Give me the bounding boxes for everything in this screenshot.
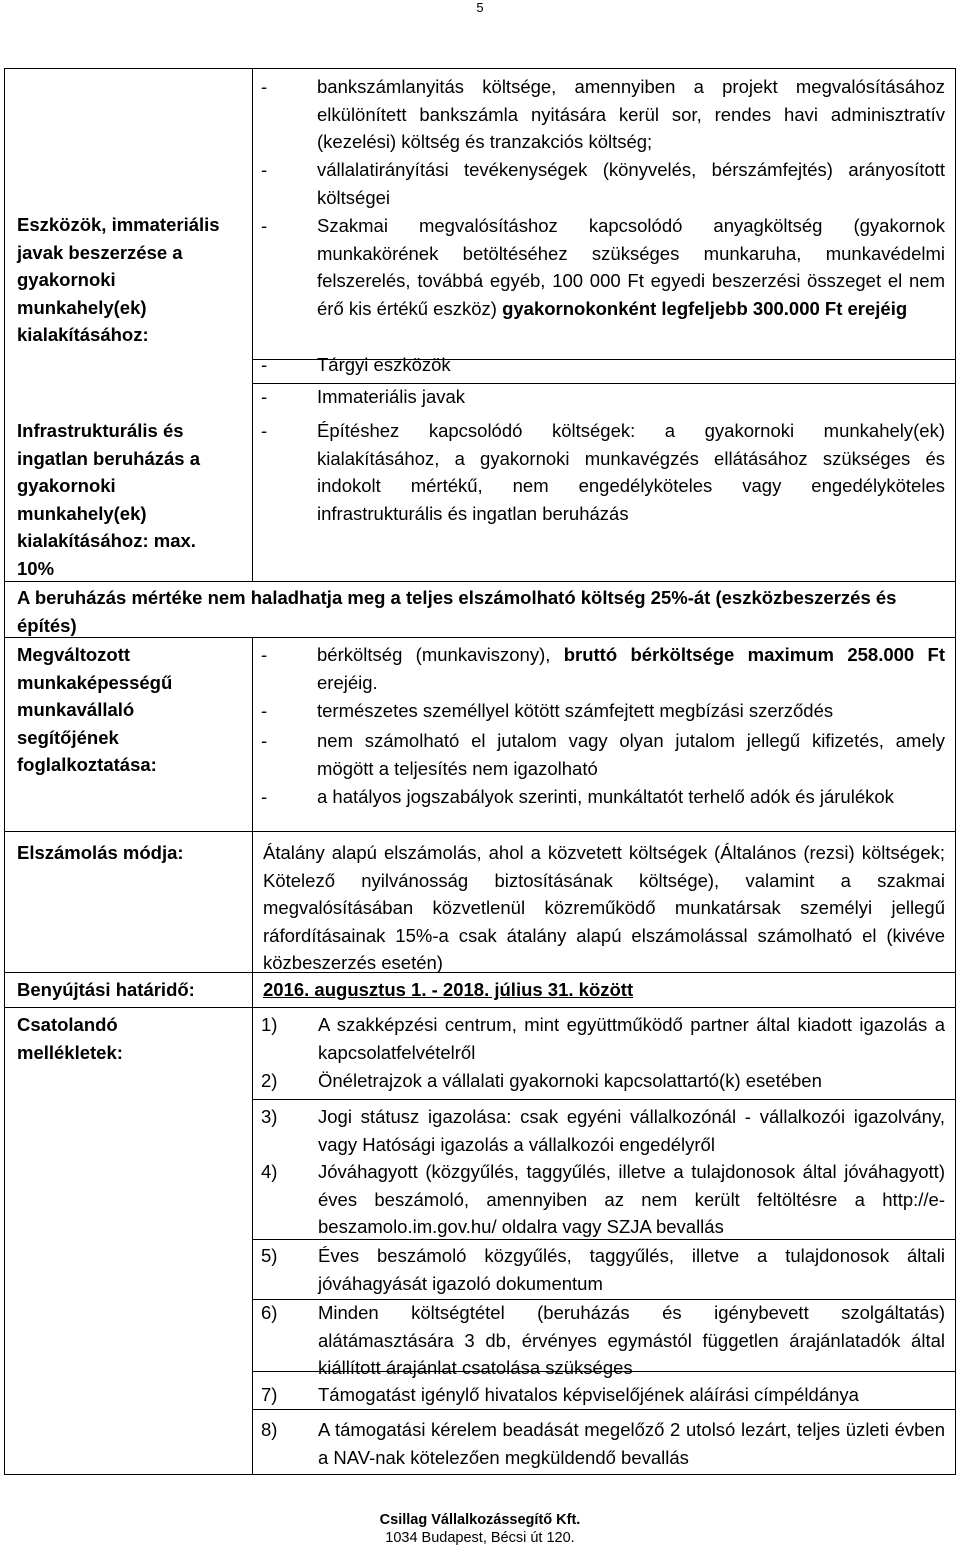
label-line: Megváltozott — [17, 644, 131, 665]
list-item — [261, 697, 945, 725]
row-label-infrastrukturalis — [17, 417, 249, 582]
item-number: 4) — [261, 1161, 278, 1182]
item-text: Tárgyi eszközök — [317, 354, 451, 375]
attachment-item — [261, 1381, 945, 1409]
list-item — [261, 641, 945, 696]
item-text: Éves beszámoló közgyűlés, taggyűlés, illetve a tulajdonosok általi jóváhagyását igazoló dokumentum — [318, 1245, 945, 1294]
item-text-emphasis: gyakornokonként legfeljebb 300.000 Ft erejéig — [502, 297, 908, 319]
label-line: foglalkoztatása: — [17, 754, 157, 775]
list-item — [261, 212, 945, 322]
row-divider — [5, 831, 955, 832]
bullet-dash: - — [261, 354, 268, 375]
label-line: Csatolandó — [17, 1014, 118, 1035]
list-item — [261, 417, 945, 527]
label-line: kialakításához: max. — [17, 530, 196, 551]
item-text-part: erejéig. — [317, 671, 378, 693]
item-text: Építéshez kapcsolódó költségek: a gyakornoki munkahely(ek) kialakításához, a gyakornoki munkavégzés ellátásához szükséges és indokolt mértékű, nem engedélyköteles vagy engedélyköteles infrastrukturális és ingatlan beruházás — [317, 420, 945, 524]
attachment-item — [261, 1299, 945, 1382]
attachment-item — [261, 1011, 945, 1066]
bullet-dash: - — [261, 215, 268, 236]
label-line: munkavállaló — [17, 699, 135, 720]
item-number: 8) — [261, 1419, 278, 1440]
row-label-megvaltozott — [17, 641, 249, 779]
item-text: A támogatási kérelem beadását megelőző 2 utolsó lezárt, teljes üzleti évben a NAV-nak kötelezően megküldendő bevallás — [318, 1419, 945, 1468]
item-text-emphasis: bruttó bérköltsége maximum 258.000 Ft — [563, 644, 946, 665]
label-line: Eszközök, immateriális — [17, 214, 220, 235]
label-line: mellékletek: — [17, 1041, 123, 1063]
elszamolas-text: Átalány alapú elszámolás, ahol a közvetett költségek (Általános (rezsi) költségek; Kötelező nyilvánosság biztosításának költsége), valamint a szakmai megvalósításában közvetlenül közreműködő munkatársak személyi jellegű ráfordításainak 15%-a csak átalány alapú elszámolással számolható el (kivéve közbeszerzés esetén) — [263, 842, 945, 973]
item-text: bankszámlanyitás költsége, amennyiben a projekt megvalósításához elkülönített bankszámla nyitására kerül sor, rendes havi adminisztratív (kezelési) költség és tranzakciós költség; — [317, 76, 945, 152]
bullet-dash: - — [261, 420, 268, 441]
item-text: A szakképzési centrum, mint együttműködő partner által kiadott igazolás a kapcsolatfelvételről — [318, 1014, 945, 1063]
item-text: Jóváhagyott (közgyűlés, taggyűlés, illetve a tulajdonosok által jóváhagyott) éves beszámoló, amennyiben az nem került feltöltésre a http://e-beszamolo.im.gov.hu/ oldalra vagy SZJA bevallás — [318, 1161, 945, 1237]
label-line: javak beszerzése a — [17, 241, 183, 263]
attachment-item — [261, 1067, 945, 1095]
column-divider — [252, 69, 253, 581]
row-divider — [252, 1409, 955, 1410]
label-line: ingatlan beruházás a — [17, 447, 200, 469]
label-line: munkahely(ek) — [17, 502, 147, 524]
list-item — [261, 156, 945, 211]
row-label-benyujtasi: Benyújtási határidő: — [17, 979, 195, 1000]
item-text-part: bérköltség (munkaviszony), — [317, 644, 564, 665]
list-item — [261, 383, 945, 411]
item-text — [317, 212, 945, 322]
attachment-item — [261, 1242, 945, 1297]
item-text: vállalatirányítási tevékenységek (könyvelés, bérszámfejtés) arányosított költségei — [317, 159, 945, 208]
bullet-dash: - — [261, 386, 268, 407]
item-text: nem számolható el jutalom vagy olyan jutalom jellegű kifizetés, amely mögött a teljesítés nem igazolható — [317, 730, 945, 779]
item-number: 2) — [261, 1070, 278, 1091]
item-text-part: Szakmai megvalósításhoz kapcsolódó anyagköltség (gyakornok munkakörének betöltéséhez szükséges munkaruha, munkavédelmi felszerelés, továbbá egyéb, 100 000 Ft egyedi beszerzési összeget el nem érő kis értékű eszköz) — [317, 215, 945, 319]
item-number: 1) — [261, 1014, 278, 1035]
item-number: 6) — [261, 1302, 278, 1323]
column-divider — [252, 637, 253, 1475]
deadline-text: 2016. augusztus 1. - 2018. július 31. között — [263, 979, 634, 1000]
row-label-elszamolas: Elszámolás módja: — [17, 842, 184, 863]
item-text: Önéletrajzok a vállalati gyakornoki kapcsolattartó(k) esetében — [318, 1070, 822, 1091]
item-text: a hatályos jogszabályok szerinti, munkáltatót terhelő adók és járulékok — [317, 786, 894, 807]
item-text: természetes személlyel kötött számfejtett megbízási szerződés — [317, 700, 834, 721]
item-text: Támogatást igénylő hivatalos képviselőjének aláírási címpéldánya — [318, 1384, 859, 1405]
bullet-dash: - — [261, 730, 268, 751]
attachment-item — [261, 1416, 945, 1471]
item-number: 7) — [261, 1384, 278, 1405]
label-line: segítőjének — [17, 726, 119, 748]
label-line: 10% — [17, 557, 55, 579]
item-text: Minden költségtétel (beruházás és igénybevett szolgáltatás) alátámasztására 3 db, érvényes egymástól független árajánlatadók által kiállított árajánlat csatolása szükséges — [318, 1302, 945, 1378]
item-number: 3) — [261, 1106, 278, 1127]
label-line: munkahely(ek) — [17, 296, 147, 318]
list-item — [261, 783, 945, 811]
bullet-dash: - — [261, 786, 268, 807]
row-label-csatolando — [17, 1011, 249, 1066]
item-text — [317, 641, 945, 696]
list-item — [261, 351, 945, 379]
list-item — [261, 727, 945, 782]
label-line: Infrastrukturális és — [17, 420, 184, 441]
label-line: gyakornoki — [17, 269, 116, 290]
footer-company: Csillag Vállalkozássegítő Kft. — [379, 1512, 581, 1528]
footer-address: 1034 Budapest, Bécsi út 120. — [385, 1530, 575, 1546]
item-text: Jogi státusz igazolása: csak egyéni vállalkozónál - vállalkozói igazolvány, vagy Hatósági igazolás a vállalkozói engedélyről — [318, 1106, 945, 1155]
attachment-item — [261, 1103, 945, 1158]
document-table — [4, 68, 956, 1475]
bullet-dash: - — [261, 159, 268, 180]
bullet-dash: - — [261, 76, 268, 97]
label-line: munkaképességű — [17, 671, 173, 693]
bullet-dash: - — [261, 644, 268, 665]
page-number: 5 — [476, 0, 484, 15]
item-text: Immateriális javak — [317, 386, 466, 407]
list-item — [261, 73, 945, 156]
label-line: kialakításához: — [17, 324, 149, 345]
row-label-eszkozok — [17, 211, 249, 349]
row-divider — [252, 1099, 955, 1100]
label-line: gyakornoki — [17, 475, 116, 496]
investment-limit-note: A beruházás mértéke nem haladhatja meg a teljes elszámolható költség 25%-át (eszközbeszerzés és építés) — [17, 587, 897, 636]
row-divider — [5, 1007, 955, 1008]
bullet-dash: - — [261, 700, 268, 721]
attachment-item — [261, 1158, 945, 1241]
item-number: 5) — [261, 1245, 278, 1266]
